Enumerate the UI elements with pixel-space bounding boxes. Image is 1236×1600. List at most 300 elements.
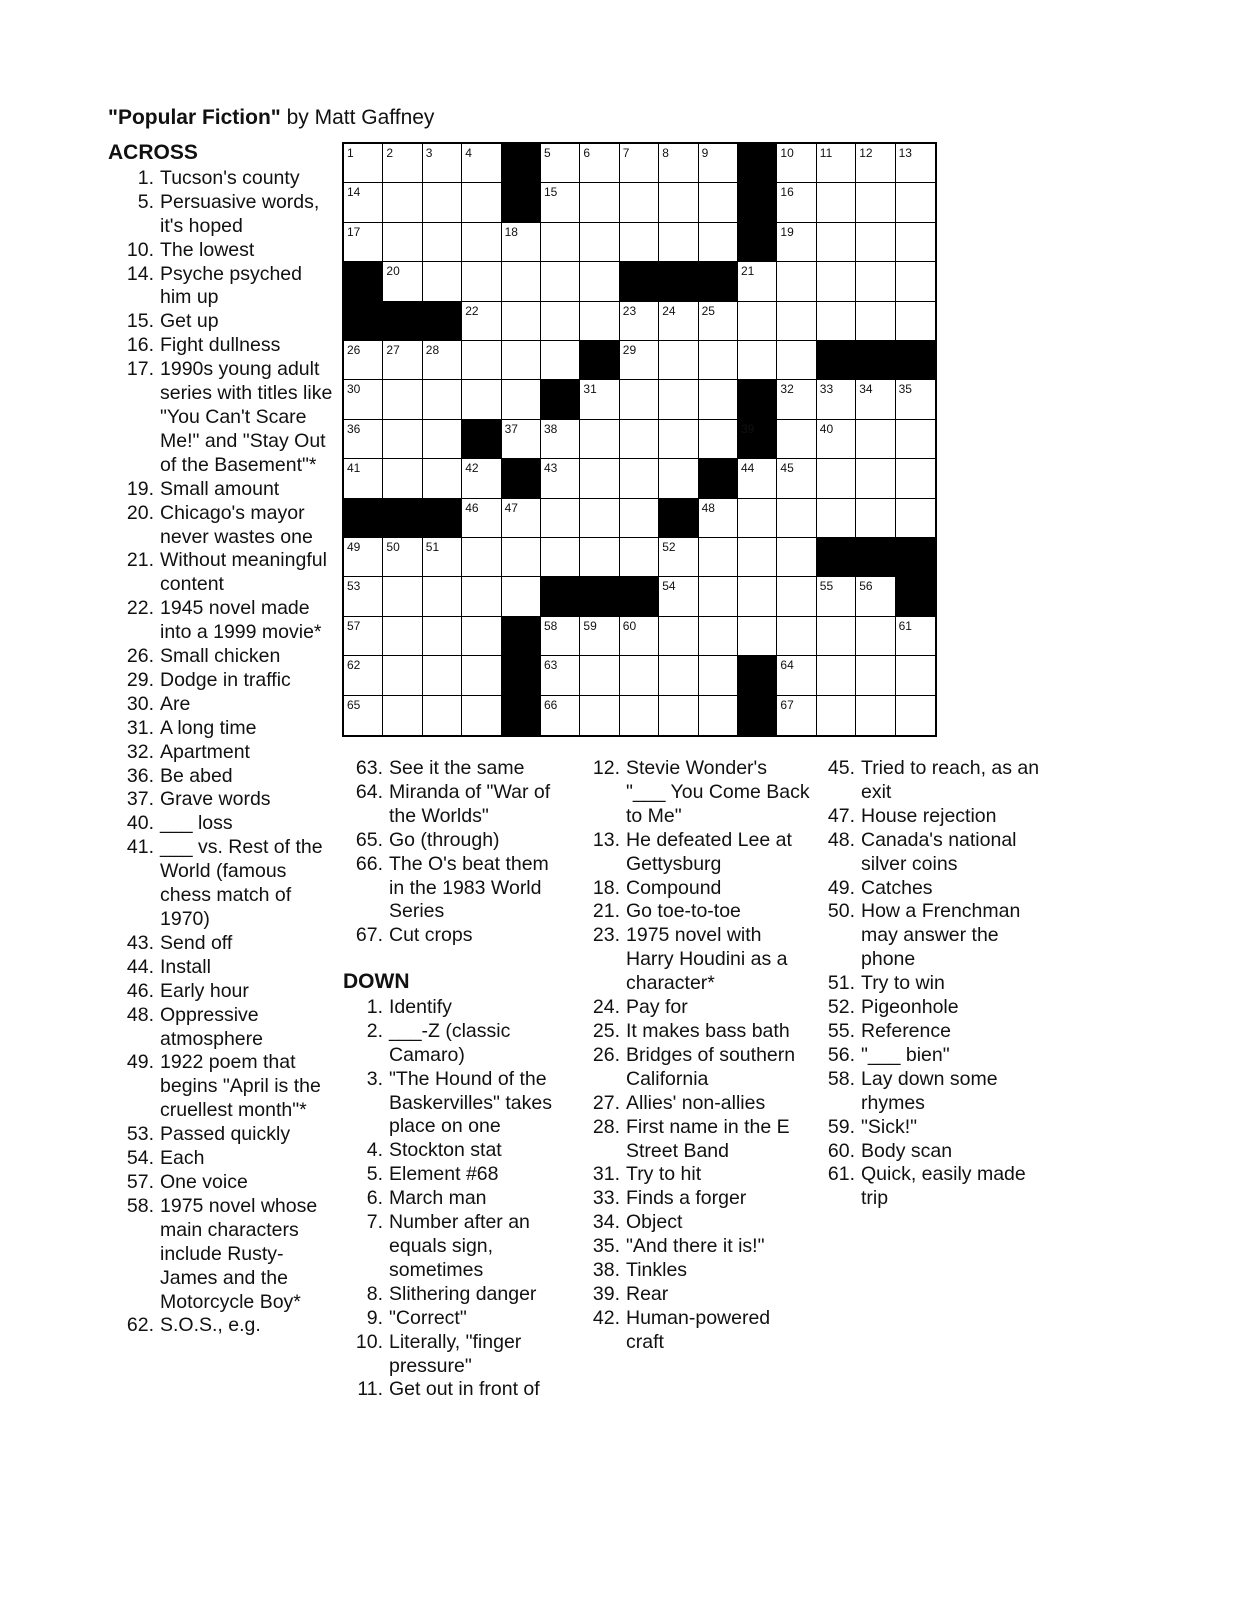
clue-number: 31. [126,716,154,739]
cell-number: 51 [425,540,440,554]
grid-block [620,262,659,301]
cell-number: 56 [859,579,873,594]
clue-text: Without meaningful content [160,549,327,596]
grid-cell[interactable] [620,617,659,656]
grid-block [383,302,422,341]
clue-text: Pigeonhole [861,996,959,1019]
clue-text: Small chicken [160,645,281,668]
grid-cell[interactable] [423,420,462,459]
grid-cell[interactable] [659,577,698,616]
grid-block [738,420,777,459]
grid-cell[interactable] [423,380,462,419]
grid-cell[interactable] [817,656,856,695]
down-clue [580,1235,810,1259]
grid-cell[interactable] [502,499,541,538]
down-clue [580,1020,810,1044]
grid-cell[interactable] [777,262,816,301]
grid-cell[interactable] [896,380,935,419]
grid-cell[interactable] [896,499,935,538]
down-list-part-2 [580,757,810,1355]
grid-cell[interactable] [699,223,738,262]
grid-cell[interactable] [817,459,856,498]
grid-cell[interactable] [383,262,422,301]
grid-cell[interactable] [817,380,856,419]
grid-cell[interactable] [541,223,580,262]
clue-text: House rejection [861,804,997,827]
grid-cell[interactable] [699,380,738,419]
grid-cell[interactable] [817,577,856,616]
grid-cell[interactable] [817,499,856,538]
grid-cell[interactable] [423,223,462,262]
grid-cell[interactable] [856,617,895,656]
grid-block [502,617,541,656]
grid-cell[interactable] [383,341,422,380]
grid-cell[interactable] [896,302,935,341]
clue-number: 18. [592,876,620,899]
puzzle-title [108,106,434,130]
grid-cell[interactable] [344,617,383,656]
clue-number: 66. [355,852,383,875]
grid-cell[interactable] [659,183,698,222]
grid-cell[interactable] [383,656,422,695]
grid-cell[interactable] [620,499,659,538]
grid-cell[interactable] [738,617,777,656]
clue-number: 56. [827,1043,855,1066]
grid-cell[interactable] [502,223,541,262]
grid-cell[interactable] [462,380,501,419]
grid-cell[interactable] [502,380,541,419]
grid-cell[interactable] [423,144,462,183]
grid-block [620,577,659,616]
grid-cell[interactable] [699,341,738,380]
clue-text: Each [160,1147,205,1170]
grid-cell[interactable] [580,144,619,183]
clue-text: It makes bass bath [626,1019,790,1042]
grid-cell[interactable] [344,223,383,262]
grid-cell[interactable] [383,144,422,183]
grid-cell[interactable] [541,341,580,380]
clue-text: "Sick!" [861,1115,918,1138]
grid-block [423,302,462,341]
grid-cell[interactable] [580,223,619,262]
clue-text: Quick, easily made trip [861,1163,1026,1210]
down-clue [343,996,568,1020]
grid-cell[interactable] [817,420,856,459]
clue-number: 54. [126,1147,154,1170]
grid-cell[interactable] [344,656,383,695]
grid-cell[interactable] [777,420,816,459]
cell-number: 21 [741,264,755,279]
clue-text: Cut crops [389,924,473,947]
grid-cell[interactable] [738,538,777,577]
down-clue [580,1307,810,1355]
grid-cell[interactable] [777,577,816,616]
grid-cell[interactable] [541,262,580,301]
grid-cell[interactable] [817,262,856,301]
grid-cell[interactable] [383,459,422,498]
grid-cell[interactable] [344,420,383,459]
grid-cell[interactable] [423,459,462,498]
puzzle-byline: by Matt Gaffney [280,106,435,129]
grid-cell[interactable] [620,223,659,262]
grid-cell[interactable] [896,696,935,735]
grid-cell[interactable] [777,144,816,183]
clue-number: 53. [126,1123,154,1146]
grid-cell[interactable] [817,223,856,262]
grid-cell[interactable] [541,617,580,656]
grid-cell[interactable] [659,538,698,577]
grid-cell[interactable] [699,696,738,735]
grid-cell[interactable] [856,223,895,262]
grid-cell[interactable] [580,499,619,538]
grid-cell[interactable] [620,459,659,498]
grid-cell[interactable] [423,341,462,380]
grid-cell[interactable] [738,577,777,616]
clue-number: 40. [126,812,154,835]
clue-number: 26. [592,1043,620,1066]
clue-number: 58. [827,1067,855,1090]
grid-cell[interactable] [777,499,816,538]
grid-block [344,499,383,538]
clue-text: Get up [160,310,219,333]
grid-cell[interactable] [777,696,816,735]
grid-cell[interactable] [659,144,698,183]
clue-number: 11. [357,1378,383,1401]
grid-cell[interactable] [580,617,619,656]
grid-cell[interactable] [896,183,935,222]
grid-cell[interactable] [423,696,462,735]
grid-cell[interactable] [659,459,698,498]
grid-cell[interactable] [502,420,541,459]
clue-text: Get out in front of [389,1378,540,1401]
cell-number: 17 [347,224,361,239]
grid-cell[interactable] [462,223,501,262]
grid-cell[interactable] [383,183,422,222]
grid-cell[interactable] [383,617,422,656]
clue-text: 1922 poem that begins "April is the cruellest month"* [160,1051,321,1122]
cell-number: 23 [622,303,637,318]
clue-number: 57. [126,1170,154,1193]
grid-cell[interactable] [344,696,383,735]
grid-cell[interactable] [738,302,777,341]
grid-cell[interactable] [344,577,383,616]
cell-number: 15 [544,185,558,200]
grid-cell[interactable] [856,144,895,183]
grid-cell[interactable] [423,262,462,301]
down-clue [815,1044,1045,1068]
across-clues-column-2 [343,757,568,948]
grid-block [502,696,541,735]
grid-cell[interactable] [659,656,698,695]
across-clue [108,836,333,932]
grid-cell[interactable] [896,262,935,301]
clue-number: 27. [592,1091,620,1114]
clue-number: 26. [126,645,154,668]
grid-cell[interactable] [344,183,383,222]
grid-cell[interactable] [777,183,816,222]
clue-text: Pay for [626,996,688,1019]
grid-cell[interactable] [817,696,856,735]
grid-cell[interactable] [344,341,383,380]
down-clue [343,1378,568,1402]
grid-cell[interactable] [738,499,777,538]
grid-cell[interactable] [620,696,659,735]
across-clue [108,502,333,550]
grid-cell[interactable] [896,420,935,459]
clue-text: 1945 novel made into a 1999 movie* [160,597,322,644]
clue-text: How a Frenchman may answer the phone [861,900,1021,971]
grid-cell[interactable] [896,459,935,498]
grid-cell[interactable] [502,538,541,577]
grid-cell[interactable] [462,341,501,380]
grid-cell[interactable] [462,577,501,616]
grid-cell[interactable] [699,499,738,538]
clue-number: 63. [355,757,383,779]
grid-block [502,459,541,498]
grid-cell[interactable] [777,223,816,262]
clue-text: Lay down some rhymes [861,1067,998,1114]
clue-number: 65. [355,828,383,851]
cell-number: 27 [386,343,400,357]
cell-number: 25 [701,303,715,318]
grid-cell[interactable] [620,656,659,695]
grid-cell[interactable] [659,380,698,419]
grid-cell[interactable] [462,696,501,735]
grid-cell[interactable] [777,538,816,577]
grid-cell[interactable] [580,696,619,735]
grid-cell[interactable] [817,302,856,341]
grid-cell[interactable] [659,223,698,262]
grid-cell[interactable] [580,420,619,459]
grid-cell[interactable] [738,341,777,380]
grid-cell[interactable] [541,499,580,538]
grid-cell[interactable] [462,499,501,538]
grid-cell[interactable] [699,538,738,577]
grid-cell[interactable] [462,262,501,301]
grid-cell[interactable] [817,617,856,656]
grid-cell[interactable] [856,696,895,735]
cell-number: 1 [347,146,354,160]
grid-cell[interactable] [423,656,462,695]
grid-cell[interactable] [462,144,501,183]
grid-cell[interactable] [344,144,383,183]
grid-cell[interactable] [423,538,462,577]
clue-text: Go (through) [389,828,500,851]
clue-text: Finds a forger [626,1187,747,1210]
grid-cell[interactable] [462,538,501,577]
clue-number: 22. [126,597,154,620]
grid-cell[interactable] [541,459,580,498]
down-clue [815,829,1045,877]
grid-cell[interactable] [620,183,659,222]
grid-cell[interactable] [659,420,698,459]
clue-text: 1990s young adult series with titles like "You Can't Scare Me!" and "Stay Out of the Basement"* [160,358,333,476]
clue-number: 49. [827,876,855,899]
clue-text: 1975 novel whose main characters include Rusty-James and the Motorcycle Boy* [160,1194,318,1313]
grid-cell[interactable] [344,380,383,419]
grid-cell[interactable] [777,302,816,341]
grid-cell[interactable] [541,420,580,459]
clue-text: Grave words [160,788,271,811]
grid-cell[interactable] [502,341,541,380]
grid-cell[interactable] [817,183,856,222]
cell-number: 50 [386,540,400,554]
grid-cell[interactable] [699,617,738,656]
grid-cell[interactable] [699,656,738,695]
clue-number: 23. [592,924,620,947]
down-clue [815,757,1045,805]
clue-text: March man [389,1187,487,1210]
grid-cell[interactable] [620,302,659,341]
grid-cell[interactable] [777,656,816,695]
grid-cell[interactable] [817,144,856,183]
grid-cell[interactable] [699,183,738,222]
cell-number: 60 [622,618,637,633]
clue-text: Psyche psyched him up [160,262,302,309]
grid-cell[interactable] [856,459,895,498]
grid-cell[interactable] [659,696,698,735]
grid-cell[interactable] [856,499,895,538]
grid-cell[interactable] [620,341,659,380]
grid-cell[interactable] [502,302,541,341]
grid-cell[interactable] [344,538,383,577]
grid-cell[interactable] [541,538,580,577]
across-clue [108,932,333,956]
grid-cell[interactable] [541,656,580,695]
clue-text: Reference [861,1019,951,1042]
grid-cell[interactable] [462,617,501,656]
grid-cell[interactable] [502,262,541,301]
clue-text: "Correct" [389,1306,467,1329]
clue-number: 4. [366,1139,383,1162]
grid-cell[interactable] [383,380,422,419]
grid-cell[interactable] [580,380,619,419]
grid-cell[interactable] [777,341,816,380]
clue-number: 10. [355,1330,383,1353]
clue-text: Tucson's county [160,166,300,189]
grid-cell[interactable] [856,183,895,222]
clue-text: First name in the E Street Band [626,1115,790,1162]
down-clues-column-3 [815,757,1045,1211]
grid-cell[interactable] [896,617,935,656]
down-clue [343,1020,568,1068]
grid-cell[interactable] [580,183,619,222]
down-clue [343,1211,568,1283]
grid-cell[interactable] [383,538,422,577]
grid-cell[interactable] [620,380,659,419]
down-clue [343,1163,568,1187]
grid-cell[interactable] [502,577,541,616]
grid-block [423,499,462,538]
clue-number: 43. [126,931,154,954]
grid-cell[interactable] [580,302,619,341]
grid-cell[interactable] [777,459,816,498]
grid-cell[interactable] [344,459,383,498]
grid-cell[interactable] [541,696,580,735]
grid-cell[interactable] [462,302,501,341]
grid-cell[interactable] [896,223,935,262]
grid-cell[interactable] [541,302,580,341]
grid-cell[interactable] [659,617,698,656]
clue-text: The lowest [160,238,255,261]
grid-cell[interactable] [462,459,501,498]
grid-cell[interactable] [896,144,935,183]
grid-cell[interactable] [699,144,738,183]
grid-cell[interactable] [856,656,895,695]
grid-cell[interactable] [738,459,777,498]
grid-cell[interactable] [620,538,659,577]
down-clue [580,1163,810,1187]
across-list-part-2 [343,757,568,948]
grid-cell[interactable] [580,656,619,695]
clue-number: 21. [126,549,154,572]
grid-cell[interactable] [383,420,422,459]
grid-cell[interactable] [856,262,895,301]
grid-block [659,262,698,301]
grid-cell[interactable] [738,262,777,301]
grid-block [896,538,935,577]
grid-cell[interactable] [699,420,738,459]
across-clue [108,549,333,597]
grid-cell[interactable] [383,696,422,735]
grid-block [817,538,856,577]
grid-cell[interactable] [541,144,580,183]
grid-cell[interactable] [699,302,738,341]
grid-block [738,380,777,419]
grid-block [580,341,619,380]
grid-cell[interactable] [423,617,462,656]
grid-cell[interactable] [856,420,895,459]
grid-cell[interactable] [580,459,619,498]
grid-cell[interactable] [620,420,659,459]
grid-cell[interactable] [620,144,659,183]
grid-cell[interactable] [462,656,501,695]
grid-cell[interactable] [659,341,698,380]
grid-cell[interactable] [383,223,422,262]
clue-number: 21. [592,900,620,923]
grid-block [502,144,541,183]
cell-number: 9 [701,146,709,160]
grid-cell[interactable] [580,262,619,301]
grid-cell[interactable] [580,538,619,577]
down-clue [580,900,810,924]
grid-block [344,302,383,341]
down-clues-column-1 [343,970,568,1402]
grid-block [896,577,935,616]
grid-cell[interactable] [462,183,501,222]
grid-cell[interactable] [856,380,895,419]
clue-number: 52. [827,996,855,1019]
grid-cell[interactable] [659,302,698,341]
grid-cell[interactable] [541,183,580,222]
grid-cell[interactable] [777,380,816,419]
grid-cell[interactable] [777,617,816,656]
grid-cell[interactable] [423,577,462,616]
grid-cell[interactable] [856,302,895,341]
clue-number: 36. [126,764,154,787]
clue-text: Compound [626,876,722,899]
cell-number: 6 [583,146,591,160]
grid-cell[interactable] [423,183,462,222]
grid-cell[interactable] [383,577,422,616]
grid-cell[interactable] [896,656,935,695]
cell-number: 45 [780,461,794,476]
grid-cell[interactable] [856,577,895,616]
across-clue [108,334,333,358]
clue-number: 16. [126,334,154,357]
grid-block [896,341,935,380]
grid-cell[interactable] [699,577,738,616]
